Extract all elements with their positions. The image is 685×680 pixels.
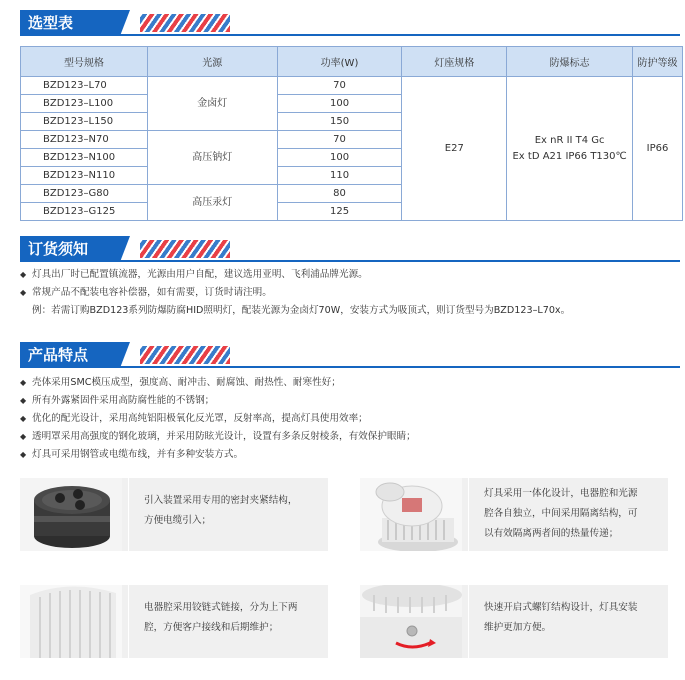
power-cell: 70 xyxy=(277,77,402,95)
section-underline xyxy=(20,260,680,262)
ex-mark-line-1: Ex nR II T4 Gc xyxy=(534,134,605,146)
decorative-stripe xyxy=(140,240,230,258)
model-cell: BZD123–G125 xyxy=(21,203,148,221)
model-cell: BZD123–N110 xyxy=(21,167,148,185)
features-list xyxy=(20,374,416,464)
order-example: 例：若需订购BZD123系列防爆防腐HID照明灯，配装光源为金卤灯70W，安装方式为吸顶式，则订货型号为BZD123–L70x。 xyxy=(32,305,571,316)
integrated-housing-photo xyxy=(360,478,462,551)
selection-section-title: 选型表 xyxy=(20,10,120,36)
order-section-title: 订货须知 xyxy=(20,236,120,262)
selection-table xyxy=(20,46,683,221)
diamond-bullet-icon: ◆ xyxy=(20,288,27,297)
hinged-chamber-photo xyxy=(20,585,122,658)
list-item: ◆ 常规产品不配装电容补偿器，如有需要，订货时请注明。 xyxy=(20,284,570,302)
section-underline xyxy=(20,366,680,368)
light-source-cell: 高压钠灯 xyxy=(147,131,277,185)
list-item: ◆ 透明罩采用高强度的钢化玻璃，并采用防眩光设计，设置有多条反射棱条，有效保护眼睛； xyxy=(20,428,416,446)
list-item: ◆ 所有外露紧固件采用高防腐性能的不锈钢； xyxy=(20,392,416,410)
table-header-row xyxy=(21,47,683,77)
card-text: 快速开启式螺钉结构设计，灯具安装 维护更加方便。 xyxy=(484,602,638,633)
feature-card xyxy=(20,585,328,658)
features-section-title: 产品特点 xyxy=(20,342,120,368)
feature-card xyxy=(360,478,668,551)
power-cell: 150 xyxy=(277,113,402,131)
card-divider xyxy=(468,585,469,658)
ex-mark-cell xyxy=(507,77,633,221)
list-item: ◆ 灯具可采用钢管或电缆布线，并有多种安装方式。 xyxy=(20,446,416,464)
power-cell: 100 xyxy=(277,149,402,167)
diamond-bullet-icon: ◆ xyxy=(20,378,27,387)
card-divider xyxy=(128,585,129,658)
decorative-stripe xyxy=(140,346,230,364)
diamond-bullet-icon: ◆ xyxy=(20,396,27,405)
protection-cell: IP66 xyxy=(633,77,683,221)
feature-card xyxy=(360,585,668,658)
card-divider xyxy=(468,478,469,551)
header-socket: 灯座规格 xyxy=(402,47,507,77)
list-item: ◆ 灯具出厂时已配置镇流器，光源由用户自配，建议选用亚明、飞利浦品牌光源。 xyxy=(20,266,570,284)
header-ex-mark: 防爆标志 xyxy=(507,47,633,77)
decorative-stripe xyxy=(140,14,230,32)
diamond-bullet-icon: ◆ xyxy=(20,414,27,423)
feature-card xyxy=(20,478,328,551)
card-divider xyxy=(128,478,129,551)
cable-gland-photo xyxy=(20,478,122,551)
order-section-header xyxy=(20,236,680,262)
model-cell: BZD123–L70 xyxy=(21,77,148,95)
model-cell: BZD123–N100 xyxy=(21,149,148,167)
table-row xyxy=(21,77,683,95)
model-cell: BZD123–N70 xyxy=(21,131,148,149)
section-underline xyxy=(20,34,680,36)
diamond-bullet-icon: ◆ xyxy=(20,432,27,441)
model-cell: BZD123–L150 xyxy=(21,113,148,131)
header-light-source: 光源 xyxy=(147,47,277,77)
light-source-cell: 高压汞灯 xyxy=(147,185,277,221)
list-item: ◆ 壳体采用SMC模压成型，强度高、耐冲击、耐腐蚀、耐热性、耐寒性好； xyxy=(20,374,416,392)
card-text: 灯具采用一体化设计，电器腔和光源 腔各自独立，中间采用隔离结构，可 以有效隔离两者间的热量传递； xyxy=(484,488,638,539)
diamond-bullet-icon: ◆ xyxy=(20,270,27,279)
order-notes-list xyxy=(20,266,570,320)
power-cell: 80 xyxy=(277,185,402,203)
model-cell: BZD123–G80 xyxy=(21,185,148,203)
light-source-cell: 金卤灯 xyxy=(147,77,277,131)
power-cell: 110 xyxy=(277,167,402,185)
model-cell: BZD123–L100 xyxy=(21,95,148,113)
header-protection: 防护等级 xyxy=(633,47,683,77)
diamond-bullet-icon: ◆ xyxy=(20,450,27,459)
power-cell: 70 xyxy=(277,131,402,149)
card-text: 引入装置采用专用的密封夹紧结构， 方便电缆引入； xyxy=(144,495,298,526)
features-section-header xyxy=(20,342,680,368)
list-item: ◆ 优化的配光设计，采用高纯铝阳极氧化反光罩，反射率高，提高灯具使用效率； xyxy=(20,410,416,428)
socket-cell: E27 xyxy=(402,77,507,221)
selection-section-header xyxy=(20,10,680,36)
header-power: 功率(W) xyxy=(277,47,402,77)
card-text: 电器腔采用铰链式链接，分为上下两 腔，方便客户接线和后期维护； xyxy=(144,602,298,633)
quick-release-screw-photo xyxy=(360,585,462,658)
power-cell: 100 xyxy=(277,95,402,113)
power-cell: 125 xyxy=(277,203,402,221)
ex-mark-line-2: Ex tD A21 IP66 T130℃ xyxy=(512,150,627,162)
header-model: 型号规格 xyxy=(21,47,148,77)
